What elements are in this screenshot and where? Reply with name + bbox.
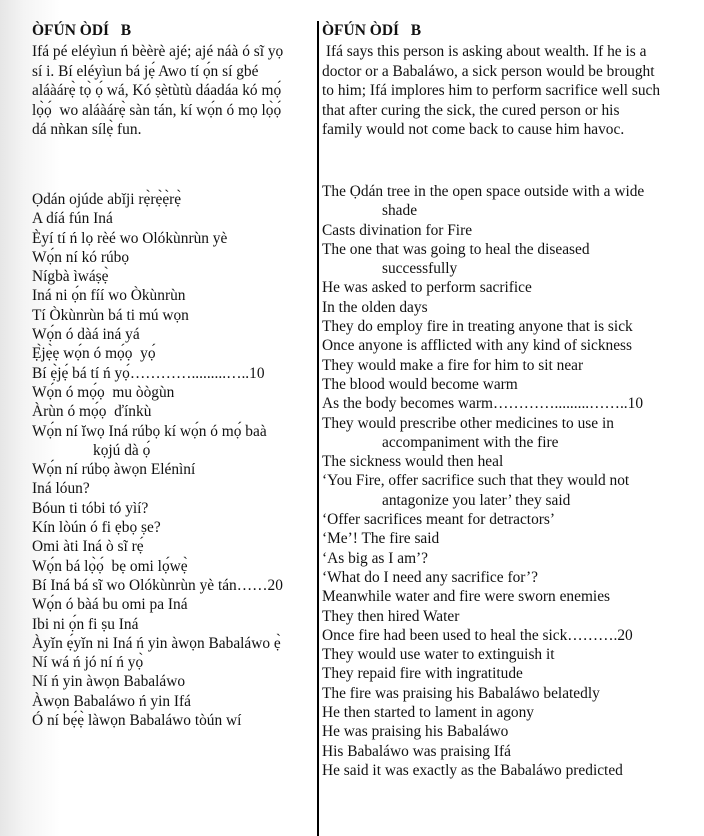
verse-text: They do employ fire in treating anyone that is sick bbox=[322, 318, 633, 336]
verse-line bbox=[32, 537, 283, 556]
verse-line bbox=[322, 356, 644, 375]
verse-text: Ó ní bẹ́ẹ̀ làwọn Babaláwo tòún wí bbox=[32, 712, 242, 730]
verse-text: Ibi ni ọ́n fi ṣu Iná bbox=[32, 615, 139, 633]
verse-text: Bóun ti tóbi tó yìí? bbox=[32, 499, 149, 517]
verse-text: He said it was exactly as the Babaláwo predicted bbox=[322, 761, 623, 779]
intro-line: Ifá pé eléyìun ń bèèrè ajé; ajé náà ó sĩ yọ bbox=[32, 43, 284, 60]
verse-text: Àyǐn ẹ́yǐn ni Iná ń yin àwọn Babaláwo ẹ̀ bbox=[32, 634, 281, 652]
intro-line: sí i. Bí eléyìun bá jẹ́ Awo tí ọ́n sí gbé bbox=[32, 62, 259, 80]
verse-text: ‘You Fire, offer sacrifice such that they would not bbox=[322, 472, 630, 490]
verse-line bbox=[322, 529, 644, 548]
verse-text: Casts divination for Fire bbox=[322, 221, 473, 239]
english-heading: ÒFÚN ÒDÍ B bbox=[322, 22, 422, 39]
verse-line bbox=[32, 209, 283, 228]
verse-text: Ẹ̀jẹ̀ẹ wọ́n ó mọ́ọ yọ́ bbox=[32, 345, 156, 363]
verse-line bbox=[32, 518, 283, 537]
verse-line bbox=[322, 240, 644, 279]
intro-line: doctor or a Babaláwo, a sick person would be brought bbox=[322, 62, 655, 80]
verse-line bbox=[32, 344, 283, 363]
verse-text: They would use water to extinguish it bbox=[322, 646, 555, 664]
verse-text: Wọ́n bá lọ̀ọ́ bẹ omi lọ́wẹ̀ bbox=[32, 557, 188, 575]
verse-line bbox=[32, 267, 283, 286]
verse-line bbox=[322, 549, 644, 568]
verse-line bbox=[32, 248, 283, 267]
verse-line bbox=[32, 576, 283, 595]
intro-line: lọ̀ọ́ wo aláàárẹ̀ sàn tán, kí wọ́n ó mọ lọ̀ọ́ bbox=[32, 101, 282, 119]
verse-text: Èyí tí ń lọ rèé wo Olókùnrùn yè bbox=[32, 229, 228, 247]
verse-line bbox=[322, 336, 644, 355]
verse-line bbox=[32, 499, 283, 518]
verse-line bbox=[322, 317, 644, 336]
english-verse-list bbox=[322, 182, 644, 780]
column-divider bbox=[317, 21, 319, 836]
verse-continuation: successfully bbox=[382, 260, 458, 278]
verse-text: Kín lòún ó fi ẹbọ ṣe? bbox=[32, 519, 161, 537]
verse-line bbox=[32, 479, 283, 498]
verse-text: As the body becomes warm………….........……..10 bbox=[322, 395, 644, 413]
verse-line bbox=[32, 422, 283, 461]
verse-text: Wọ́n ó dàá iná yá bbox=[32, 326, 140, 344]
verse-continuation: antagonize you later’ they said bbox=[382, 491, 571, 509]
yoruba-heading: ÒFÚN ÒDÍ B bbox=[32, 22, 132, 39]
verse-text: Àwọn Babaláwo ń yin Ifá bbox=[32, 692, 191, 710]
yoruba-verse-list bbox=[32, 190, 283, 730]
verse-continuation: kọjú dà ọ́ bbox=[93, 441, 151, 459]
verse-line bbox=[322, 722, 644, 741]
yoruba-intro-paragraph bbox=[32, 42, 283, 140]
verse-text: He was asked to perform sacrifice bbox=[322, 279, 532, 297]
verse-text: Nígbà ìwáṣẹ̀ bbox=[32, 268, 109, 286]
verse-text: Bí Iná bá sĩ wo Olókùnrùn yè tán……20 bbox=[32, 576, 283, 594]
verse-line bbox=[32, 325, 283, 344]
verse-text: The sickness would then heal bbox=[322, 453, 504, 471]
verse-text: They would make a fire for him to sit near bbox=[322, 356, 584, 374]
verse-line bbox=[322, 298, 644, 317]
intro-line: aláàárẹ̀ tọ̀ ọ́ wá, Kó ṣètùtù dáadáa kó mọ́ bbox=[32, 82, 282, 99]
verse-line bbox=[322, 452, 644, 471]
verse-text: The fire was praising his Babaláwo belatedly bbox=[322, 684, 600, 702]
verse-text: Wọ́n ní kó rúbọ bbox=[32, 248, 130, 266]
english-intro-paragraph bbox=[322, 42, 660, 140]
verse-text: Omi àti Iná ò sĩ rẹ́ bbox=[32, 538, 144, 556]
verse-text: He then started to lament in agony bbox=[322, 704, 534, 722]
verse-line bbox=[32, 364, 283, 383]
verse-line bbox=[32, 615, 283, 634]
verse-text: Once fire had been used to heal the sick……….20 bbox=[322, 626, 633, 644]
verse-text: Wọ́n ó bàá bu omi pa Iná bbox=[32, 596, 188, 614]
verse-text: Iná ni ọ́n fíí wo Òkùnrùn bbox=[32, 287, 186, 305]
verse-text: A díá fún Iná bbox=[32, 210, 113, 228]
verse-text: Bí ẹ̀jẹ́ bá tí ń yọ́………….........…..10 bbox=[32, 364, 265, 382]
verse-text: Àrùn ó mọ́ọ ďínkù bbox=[32, 403, 152, 421]
verse-line bbox=[322, 587, 644, 606]
verse-text: Wọ́n ní ĭwọ Iná rúbọ kí wọ́n ó mọ́ baà bbox=[32, 422, 267, 440]
verse-text: In the olden days bbox=[322, 298, 428, 316]
verse-line bbox=[322, 761, 644, 780]
verse-line bbox=[32, 190, 283, 209]
intro-line: Ifá says this person is asking about wealth. If he is a bbox=[322, 43, 647, 60]
verse-line bbox=[32, 383, 283, 402]
verse-text: His Babaláwo was praising Ifá bbox=[322, 742, 511, 760]
verse-text: The one that was going to heal the diseased bbox=[322, 240, 590, 258]
verse-text: Once anyone is afflicted with any kind of sickness bbox=[322, 337, 633, 355]
verse-text: ‘What do I need any sacrifice for’? bbox=[322, 568, 538, 586]
verse-line bbox=[32, 402, 283, 421]
verse-line bbox=[322, 221, 644, 240]
verse-line bbox=[32, 711, 283, 730]
verse-text: Tí Òkùnrùn bá ti mú wọn bbox=[32, 306, 189, 324]
verse-text: The blood would become warm bbox=[322, 375, 518, 393]
intro-line: family would not come back to cause him havoc. bbox=[322, 121, 625, 138]
verse-text: Ní wá ń jó ní ń yọ̀ bbox=[32, 654, 144, 672]
verse-text: Wọ́n ó mọ́ọ mu òògùn bbox=[32, 383, 175, 401]
verse-line bbox=[322, 394, 644, 413]
verse-line bbox=[32, 306, 283, 325]
verse-continuation: shade bbox=[382, 202, 418, 220]
verse-text: Ní ń yin àwọn Babaláwo bbox=[32, 673, 186, 691]
verse-line bbox=[32, 460, 283, 479]
verse-line bbox=[322, 471, 644, 510]
verse-text: They would prescribe other medicines to use in bbox=[322, 414, 614, 432]
verse-text: He was praising his Babaláwo bbox=[322, 723, 509, 741]
verse-text: Meanwhile water and fire were sworn enemies bbox=[322, 588, 611, 606]
verse-line bbox=[322, 510, 644, 529]
verse-line bbox=[322, 607, 644, 626]
verse-line bbox=[32, 634, 283, 653]
verse-line bbox=[322, 182, 644, 221]
verse-text: Wọ́n ní rúbọ àwọn Elénìní bbox=[32, 461, 196, 479]
verse-line bbox=[322, 703, 644, 722]
verse-line bbox=[32, 692, 283, 711]
intro-line: that after curing the sick, the cured person or his bbox=[322, 101, 620, 119]
verse-line bbox=[32, 229, 283, 248]
verse-text: ‘Me’! The fire said bbox=[322, 530, 440, 548]
verse-text: They then hired Water bbox=[322, 607, 460, 625]
verse-line bbox=[32, 672, 283, 691]
verse-line bbox=[322, 375, 644, 394]
intro-line: dá nǹkan sílẹ̀ fun. bbox=[32, 121, 142, 138]
verse-line bbox=[322, 742, 644, 761]
verse-line bbox=[322, 568, 644, 587]
verse-line bbox=[32, 557, 283, 576]
verse-line bbox=[322, 278, 644, 297]
verse-line bbox=[32, 595, 283, 614]
verse-line bbox=[322, 645, 644, 664]
verse-text: ‘As big as I am’? bbox=[322, 549, 428, 567]
verse-line bbox=[322, 684, 644, 703]
verse-text: Ọdán ojúde abǐji rẹ̀rẹ̀ẹ̀rẹ̀ bbox=[32, 191, 182, 208]
verse-text: Iná lóun? bbox=[32, 480, 90, 498]
intro-line: to him; Ifá implores him to perform sacrifice well such bbox=[322, 82, 661, 99]
verse-text: The Ọdán tree in the open space outside with a wide bbox=[322, 183, 645, 200]
verse-text: ‘Offer sacrifices meant for detractors’ bbox=[322, 511, 556, 529]
verse-line bbox=[32, 653, 283, 672]
verse-continuation: accompaniment with the fire bbox=[382, 433, 559, 451]
verse-line bbox=[322, 664, 644, 683]
verse-line bbox=[32, 286, 283, 305]
verse-line bbox=[322, 414, 644, 453]
verse-text: They repaid fire with ingratitude bbox=[322, 665, 523, 683]
verse-line bbox=[322, 626, 644, 645]
